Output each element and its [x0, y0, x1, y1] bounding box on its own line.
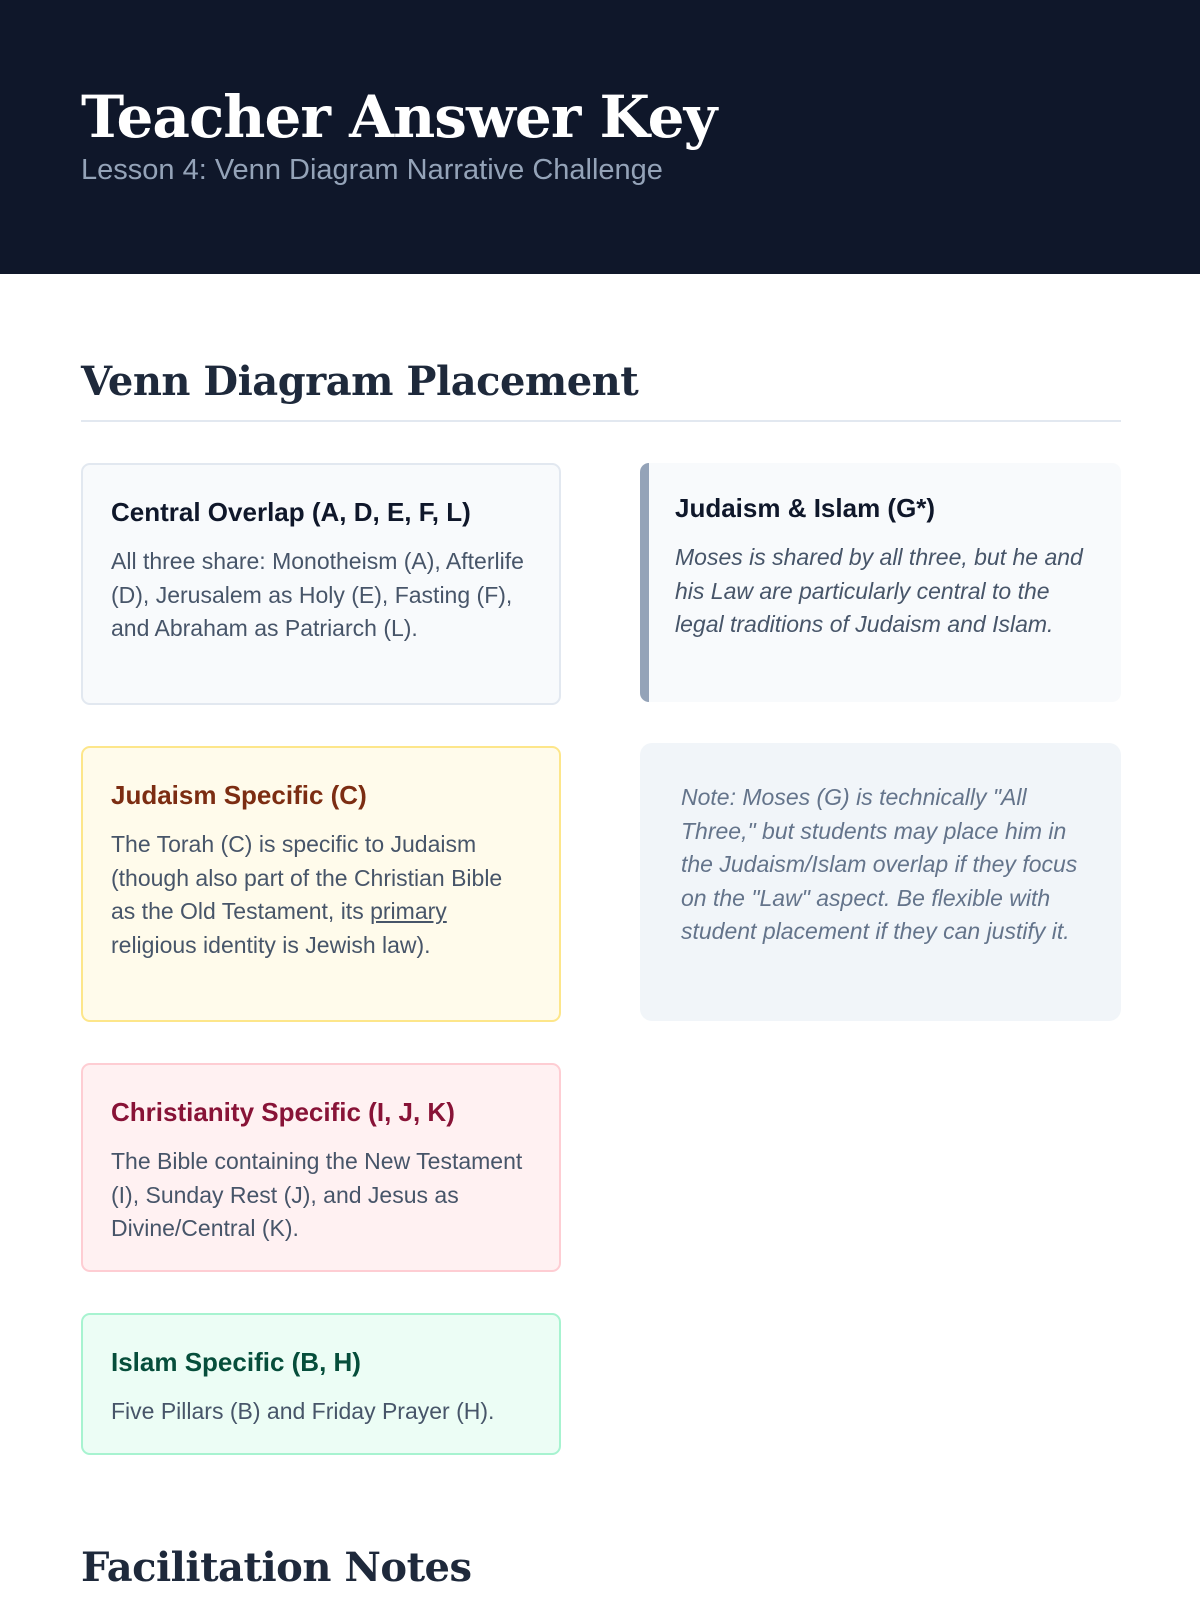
card-body-emphasis: primary — [370, 898, 447, 924]
card-body-text: The Torah (C) is specific to Judaism (though also part of the Christian Bible as the Old Testament, its — [111, 831, 503, 924]
card-body: Moses is shared by all three, but he and his Law are particularly central to the legal traditions of Judaism and Islam. — [675, 544, 1083, 637]
card-judaism-specific — [81, 746, 561, 1022]
card-body — [111, 828, 531, 962]
card-body-text: religious identity is Jewish law). — [111, 931, 431, 958]
card-title: Judaism & Islam (G*) — [675, 493, 936, 523]
card-judaism-islam — [640, 463, 1121, 702]
card-body: Five Pillars (B) and Friday Prayer (H). — [111, 1398, 495, 1424]
section-title-facilitation: Facilitation Notes — [81, 1544, 472, 1591]
section-divider — [81, 420, 1121, 422]
card-title: Christianity Specific (I, J, K) — [111, 1097, 455, 1127]
section-title-placement: Venn Diagram Placement — [81, 358, 639, 405]
card-title: Judaism Specific (C) — [111, 780, 367, 810]
card-christianity-specific — [81, 1063, 561, 1272]
card-islam-specific — [81, 1313, 561, 1455]
page-header — [0, 0, 1200, 274]
card-central-overlap — [81, 463, 561, 705]
card-title: Central Overlap (A, D, E, F, L) — [111, 497, 471, 527]
facilitation-note: Note: Moses (G) is technically "All Three," but students may place him in the Judaism/Islam overlap if they focus on the "Law" aspect. Be flexible with student placement if they can justify it. — [640, 743, 1121, 1021]
page-subtitle: Lesson 4: Venn Diagram Narrative Challenge — [81, 154, 663, 186]
page-title: Teacher Answer Key — [81, 83, 717, 151]
card-body: The Bible containing the New Testament (I), Sunday Rest (J), and Jesus as Divine/Central (K). — [111, 1148, 523, 1241]
card-title: Islam Specific (B, H) — [111, 1347, 361, 1377]
card-body: All three share: Monotheism (A), Afterlife (D), Jerusalem as Holy (E), Fasting (F), and Abraham as Patriarch (L). — [111, 548, 524, 641]
